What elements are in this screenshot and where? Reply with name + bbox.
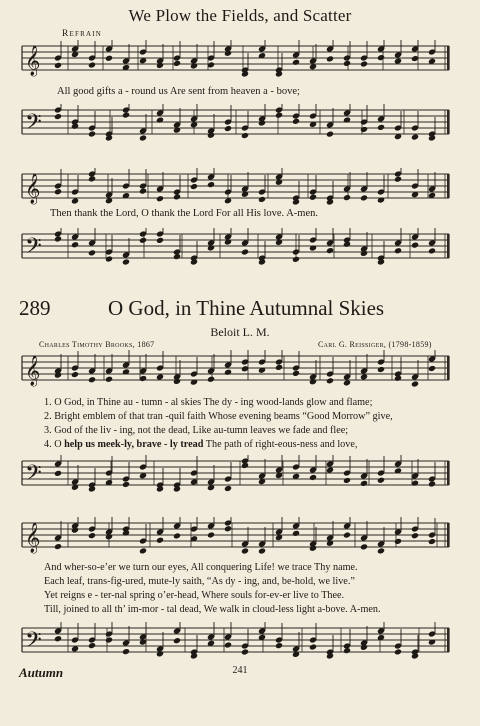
note-head <box>258 196 266 203</box>
note-head <box>139 237 147 244</box>
note-head <box>309 194 317 201</box>
note-head <box>275 112 283 119</box>
note-head <box>360 543 368 550</box>
note-head <box>156 537 164 544</box>
note-head <box>275 642 283 649</box>
staff-lines <box>22 104 450 142</box>
composer-credit: Carl G. Reissiger, (1798-1859) <box>318 340 432 349</box>
note-head <box>173 637 181 644</box>
note-head <box>122 481 130 488</box>
note-head <box>207 181 215 188</box>
note-head <box>105 533 113 540</box>
note-head <box>343 60 351 67</box>
staff-system-2-bass <box>0 228 480 270</box>
note-head <box>241 462 249 469</box>
staff-system-4-bass <box>0 622 480 664</box>
note-head <box>224 125 232 132</box>
note-head <box>139 547 147 554</box>
note-head <box>207 531 215 538</box>
note-head <box>156 237 164 244</box>
note-head <box>377 477 385 484</box>
verse-line-3b: Yet reigns e - ter-nal spring o’er-head, Where souls for-ev-er live to Thee. <box>44 590 345 601</box>
note-head <box>122 648 130 655</box>
note-head <box>88 62 96 69</box>
note-head <box>360 480 368 487</box>
refrain-label: Refrain <box>62 29 103 39</box>
note-head <box>377 366 385 373</box>
clef-icon: 𝄢 <box>25 461 42 491</box>
note-head <box>428 480 436 487</box>
note-head <box>54 470 62 477</box>
note-head <box>54 235 62 242</box>
note-head <box>156 195 164 202</box>
note-head <box>309 545 317 552</box>
note-head <box>105 636 113 643</box>
page-number: 241 <box>232 665 248 676</box>
note-head <box>428 247 436 254</box>
note-head <box>343 532 351 539</box>
staff-system-3-bass <box>0 455 480 497</box>
note-head <box>207 244 215 251</box>
note-head <box>394 176 402 183</box>
note-head <box>326 247 334 254</box>
note-head <box>292 59 300 66</box>
staff-lines <box>22 622 450 660</box>
note-head <box>343 194 351 201</box>
note-head <box>394 648 402 655</box>
staff-system-2-treble <box>0 168 480 210</box>
note-head <box>428 365 436 372</box>
section-label: Autumn <box>19 665 64 680</box>
note-head <box>173 60 181 67</box>
staff-lines <box>22 350 450 388</box>
verse-line-2a: 2. Bright emblem of that tran -quil faith Whose evening beams “Good Morrow” give, <box>44 411 393 422</box>
staff-lines <box>22 228 450 266</box>
note-head <box>292 256 300 263</box>
note-head <box>309 644 317 651</box>
note-head <box>139 188 147 195</box>
note-head <box>190 62 198 69</box>
note-head <box>207 132 215 139</box>
note-head <box>173 193 181 200</box>
staff-system-3-treble <box>0 350 480 392</box>
note-head <box>88 175 96 182</box>
note-head <box>326 131 334 138</box>
note-head <box>343 477 351 484</box>
note-head <box>309 378 317 385</box>
page-title-top: We Plow the Fields, and Scatter <box>128 6 352 25</box>
clef-icon: 𝄞 <box>25 523 41 553</box>
note-head <box>343 647 351 654</box>
note-head <box>309 244 317 251</box>
note-head <box>224 641 232 648</box>
note-head <box>326 467 334 474</box>
note-head <box>377 547 385 554</box>
note-head <box>241 249 249 256</box>
note-head <box>88 249 96 256</box>
note-head <box>105 376 113 383</box>
note-head <box>207 376 215 383</box>
lyric-line: All good gifts a - round us Are sent from heaven a - bove; <box>57 86 300 97</box>
note-head <box>173 378 181 385</box>
clef-icon: 𝄢 <box>25 234 42 264</box>
note-head <box>88 130 96 137</box>
note-head <box>241 648 249 655</box>
note-head <box>377 54 385 61</box>
note-head <box>88 642 96 649</box>
note-head <box>326 55 334 62</box>
hymn-number: 289 <box>19 296 51 320</box>
staff-system-1-treble <box>0 40 480 82</box>
note-head <box>71 371 79 378</box>
note-head <box>394 375 402 382</box>
note-head <box>224 369 232 376</box>
note-head <box>241 132 249 139</box>
note-head <box>71 241 79 248</box>
verse-line-1b: And wher-so-e’er we turn our eyes, All conquering Life! we trace Thy name. <box>44 562 358 573</box>
note-head <box>71 123 79 130</box>
staff-system-4-treble <box>0 517 480 559</box>
note-head <box>173 532 181 539</box>
verse-line-4b: Till, joined to all th’ im-mor - tal dead, We walk in cloud-less light a-bove. A-men. <box>44 604 381 615</box>
note-head <box>88 532 96 539</box>
clef-icon: 𝄢 <box>25 628 42 658</box>
clef-icon: 𝄞 <box>25 174 41 204</box>
verse-line-3a: 3. God of the liv - ing, not the dead, Like au-tumn leaves we fade and flee; <box>44 425 349 436</box>
staff-lines <box>22 168 450 206</box>
staff-lines <box>22 517 450 555</box>
lyric-line: Then thank the Lord, O thank the Lord For all His love. A-men. <box>50 208 318 219</box>
note-head <box>156 650 164 657</box>
note-head <box>122 258 130 265</box>
note-head <box>428 538 436 545</box>
verse-line-2b: Each leaf, trans-fig-ured, mute-ly saith, “As dy - ing, and, be-hold, we live.” <box>44 576 355 587</box>
clef-icon: 𝄞 <box>25 356 41 386</box>
note-head <box>224 485 232 492</box>
note-head <box>411 532 419 539</box>
staff-lines <box>22 40 450 78</box>
note-head <box>224 50 232 57</box>
tune-name: Beloit L. M. <box>210 325 270 339</box>
note-head <box>360 60 368 67</box>
note-head <box>88 376 96 383</box>
staff-system-1-bass <box>0 104 480 146</box>
note-head <box>122 112 130 119</box>
verse-line-4a: 4. O help us meek-ly, brave - ly tread The path of right-eous-ness and love, <box>44 439 358 450</box>
note-head <box>343 116 351 123</box>
note-head <box>343 241 351 248</box>
note-head <box>156 62 164 69</box>
note-head <box>71 197 79 204</box>
note-head <box>411 380 419 387</box>
note-head <box>139 134 147 141</box>
note-head <box>54 543 62 550</box>
clef-icon: 𝄢 <box>25 110 42 140</box>
note-head <box>292 530 300 537</box>
note-head <box>54 113 62 120</box>
note-head <box>54 188 62 195</box>
note-head <box>394 247 402 254</box>
clef-icon: 𝄞 <box>25 46 41 76</box>
note-head <box>224 525 232 532</box>
note-head <box>360 250 368 257</box>
note-head <box>105 55 113 62</box>
note-head <box>156 373 164 380</box>
note-head <box>377 124 385 131</box>
note-head <box>54 62 62 69</box>
note-head <box>292 118 300 125</box>
note-head <box>292 370 300 377</box>
note-head <box>360 126 368 133</box>
poet-credit: Charles Timothy Brooks, 1867 <box>39 340 155 349</box>
note-head <box>258 547 266 554</box>
note-head <box>394 538 402 545</box>
note-head <box>54 635 62 642</box>
note-head <box>190 183 198 190</box>
staff-lines <box>22 455 450 493</box>
note-head <box>411 134 419 141</box>
note-head <box>241 547 249 554</box>
hymn-title: O God, in Thine Autumnal Skies <box>108 296 385 320</box>
note-head <box>326 377 334 384</box>
note-head <box>360 644 368 651</box>
note-head <box>309 474 317 481</box>
note-head <box>360 194 368 201</box>
note-head <box>411 242 419 249</box>
note-head <box>275 364 283 371</box>
note-head <box>173 253 181 260</box>
verse-line-1a: 1. O God, in Thine au - tumn - al skies The dy - ing wood-lands glow and flame; <box>44 397 373 408</box>
note-head <box>156 117 164 124</box>
